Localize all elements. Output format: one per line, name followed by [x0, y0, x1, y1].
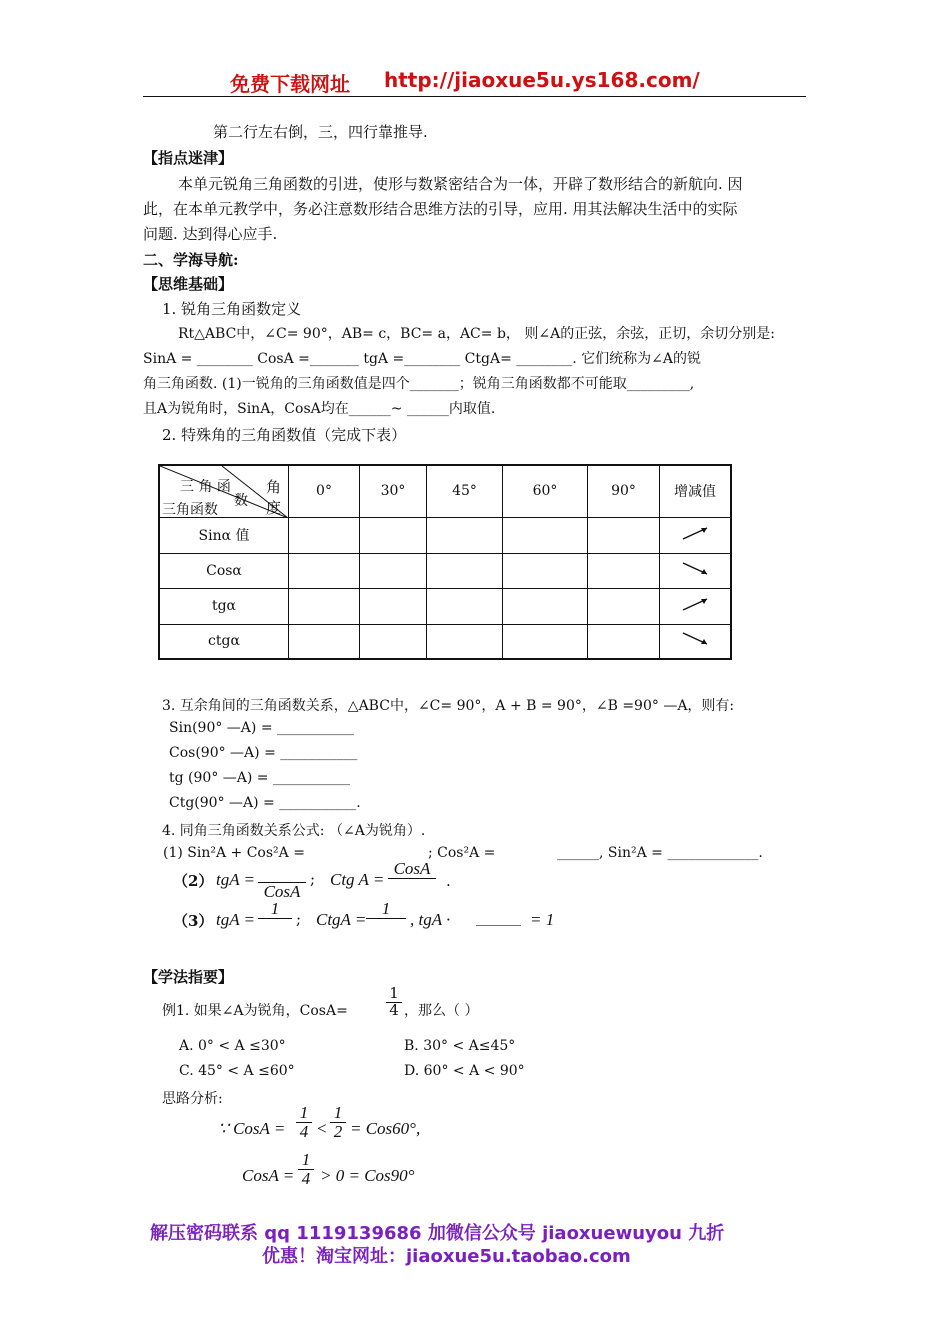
method-heading: 【学法指要】 [143, 968, 234, 986]
formula3-tg: tgA = [216, 910, 256, 929]
formula2-denominator: CosA [263, 882, 301, 901]
item3-title: 3. 互余角间的三角函数关系，△ABC中，∠C= 90°，A + B = 90°，∠B =90° —A，则有: [162, 698, 735, 714]
item4-title: 4. 同角三角函数关系公式: （∠A为锐角）. [162, 823, 426, 839]
formula3-label: （3） [173, 912, 214, 930]
math1-denominator-2: 2 [333, 1121, 343, 1141]
table-row [159, 588, 731, 624]
example1-numerator: 1 [386, 986, 402, 1003]
formula2-separator: ; [310, 870, 316, 888]
increasing-arrow-icon [660, 588, 732, 624]
item3-line-3: tg (90° —A) = ___________ [169, 770, 350, 786]
footer-line-1: 解压密码联系 qq 1119139686 加微信公众号 jiaoxuewuyou 九折 [150, 1223, 725, 1244]
column-header: 45° [427, 465, 503, 517]
header-url-link[interactable]: http://jiaoxue5u.ys168.com/ [384, 68, 700, 92]
formula3-blank: ______ [476, 908, 521, 926]
option-b: B. 30° < A≤45° [404, 1038, 516, 1054]
item1-line-3: 角三角函数. (1)一锐角的三角函数值是四个_______；锐角三角函数都不可能取_________, [143, 376, 695, 392]
decreasing-arrow-icon [660, 553, 732, 588]
footer-line-2: 优惠！淘宝网址：jiaoxue5u.taobao.com [262, 1246, 631, 1267]
item1-line-1: Rt△ABC中，∠C= 90°，AB= c，BC= a，AC= b， 则∠A的正弦，余弦，正切，余切分别是: [178, 326, 775, 342]
item1-line-4: 且A为锐角时，SinA，CosA均在______~ ______内取值. [143, 401, 496, 417]
formula3-fraction-2 [366, 900, 406, 931]
intro-line: 第二行左右倒，三，四行靠推导. [213, 123, 428, 141]
analysis-label: 思路分析: [162, 1091, 223, 1107]
row-label: tgα [159, 588, 289, 624]
formula3-numerator-2: 1 [366, 900, 406, 919]
tips-line-1: 本单元锐角三角函数的引进，使形与数紧密结合为一体，开辟了数形结合的新航向. 因 [178, 175, 743, 193]
corner-label-bottom: 三角函数 [162, 502, 218, 518]
math1-less-than: < [316, 1119, 328, 1138]
formula2-ctg: Ctg A = [330, 870, 385, 889]
formula1-part-b: ; Cos²A = [428, 845, 496, 861]
formula2-label: （2） [173, 872, 214, 890]
column-header: 90° [588, 465, 660, 517]
example1-prefix: 例1. 如果∠A为锐角，CosA= [162, 1003, 348, 1019]
trig-values-table [158, 464, 732, 660]
option-d: D. 60° < A < 90° [404, 1063, 525, 1079]
formula2-fraction [258, 866, 306, 901]
header-divider [143, 96, 806, 97]
option-a: A. 0° < A ≤30° [179, 1038, 286, 1054]
table-corner-cell [159, 465, 289, 517]
math1-prefix: ∵ CosA = [218, 1119, 286, 1138]
item3-line-4: Ctg(90° —A) = ___________. [169, 795, 361, 811]
math2-suffix: > 0 = Cos90° [320, 1166, 415, 1185]
item2-title: 2. 特殊角的三角函数值（完成下表） [162, 426, 407, 444]
header-site-label: 免费下载网址 [230, 72, 350, 96]
table-row [159, 517, 731, 553]
item3-line-2: Cos(90° —A) = ___________ [169, 745, 358, 761]
formula3-equals: = 1 [530, 910, 555, 929]
formula2-fraction-2 [388, 860, 436, 895]
math2-numerator: 1 [298, 1151, 314, 1170]
table-row [159, 624, 731, 659]
formula2-tg: tgA = [216, 870, 256, 889]
row-label: ctgα [159, 624, 289, 659]
example1-suffix: ，那么（ ） [404, 1003, 479, 1019]
math1-numerator-2: 1 [330, 1104, 346, 1123]
column-header: 增减值 [660, 465, 732, 517]
math2-fraction [298, 1151, 314, 1188]
column-header: 30° [360, 465, 427, 517]
math1-fraction-2 [330, 1104, 346, 1141]
basics-heading: 【思维基础】 [143, 275, 234, 293]
row-label: Sinα 值 [159, 517, 289, 553]
table-row [159, 553, 731, 588]
example1-denominator: 4 [389, 1000, 399, 1019]
column-header: 0° [289, 465, 360, 517]
formula1-part-a: (1) Sin²A + Cos²A = [163, 845, 305, 861]
formula2-period: . [446, 872, 451, 890]
formula3-numerator-1: 1 [258, 900, 292, 919]
corner-label-top: 三 角 函 [180, 479, 231, 495]
math1-numerator-1: 1 [296, 1104, 312, 1123]
math1-denominator-1: 4 [299, 1121, 309, 1141]
row-label: Cosα [159, 553, 289, 588]
item3-line-1: Sin(90° —A) = ___________ [169, 720, 355, 736]
formula3-fraction [258, 900, 292, 931]
math2-prefix: CosA = [242, 1166, 295, 1185]
math2-denominator: 4 [301, 1168, 311, 1188]
tips-line-2: 此，在本单元教学中，务必注意数形结合思维方法的引导，应用. 用其法解决生活中的实际 [143, 200, 738, 218]
item1-line-2: SinA = ________ CosA =_______ tgA =________ CtgA= ________. 它们统称为∠A的锐 [143, 351, 702, 367]
corner-label-right: 角度 [265, 478, 281, 517]
formula2-numerator: CosA [388, 860, 436, 879]
tips-heading: 【指点迷津】 [143, 149, 234, 167]
formula3-tail: , tgA · [410, 910, 451, 929]
example1-fraction [386, 986, 402, 1019]
increasing-arrow-icon [660, 517, 732, 553]
formula3-ctg: CtgA = [316, 910, 367, 929]
math1-suffix: = Cos60°, [350, 1119, 421, 1138]
section2-heading: 二、学海导航: [143, 251, 239, 269]
corner-label-mid: 数 [234, 493, 248, 509]
math1-fraction-1 [296, 1104, 312, 1141]
formula1-part-c: ______, Sin²A = _____________. [557, 845, 763, 861]
option-c: C. 45° < A ≤60° [179, 1063, 295, 1079]
column-header: 60° [503, 465, 588, 517]
item1-title: 1. 锐角三角函数定义 [162, 300, 302, 318]
formula3-separator: ; [296, 910, 302, 928]
decreasing-arrow-icon [660, 624, 732, 659]
tips-line-3: 问题. 达到得心应手. [143, 225, 278, 243]
